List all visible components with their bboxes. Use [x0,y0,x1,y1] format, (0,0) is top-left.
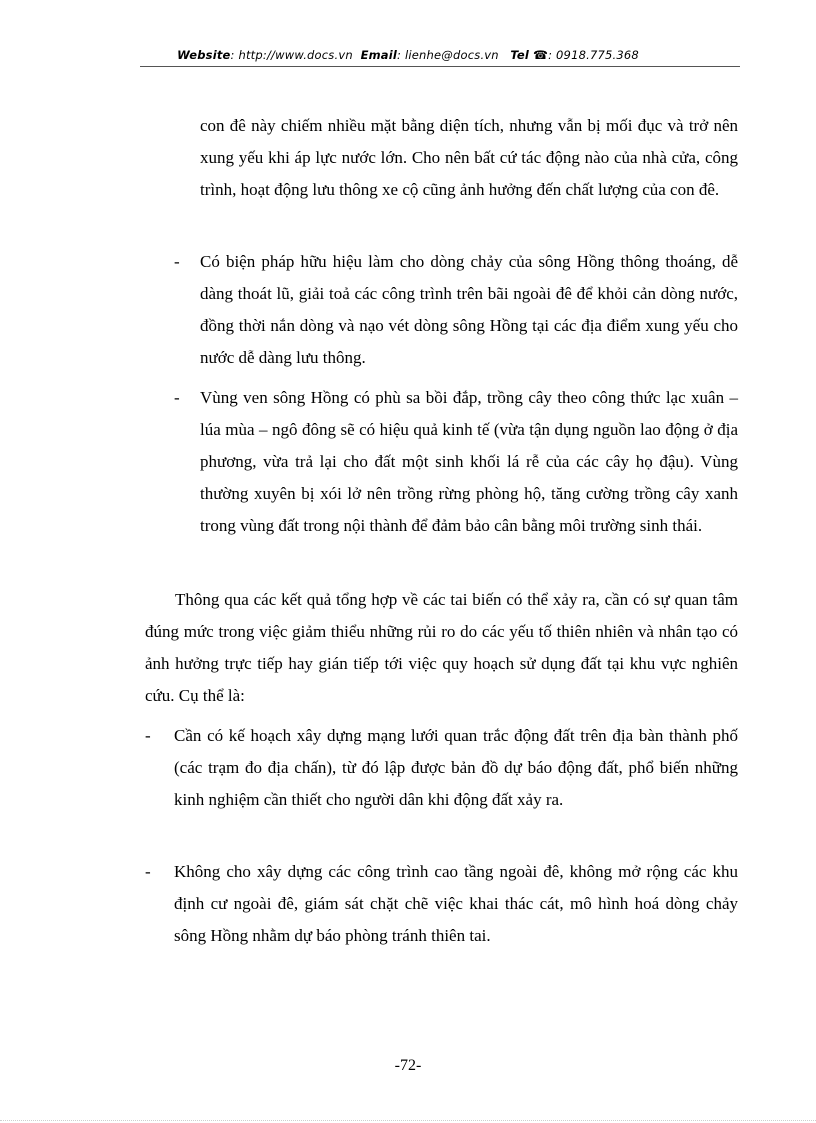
bullet-mark: - [174,252,180,271]
website-label: Website [177,48,231,62]
header-rule [140,66,740,67]
bullet-item: Có biện pháp hữu hiệu làm cho dòng chảy của sông Hồng thông thoáng, dễ dàng thoát lũ, giải toả các công trình trên bãi ngoài đê để khỏi cản dòng nước, đồng thời nắn dòng và nạo vét dòng sông Hồng tại các địa điểm xung yếu cho nước dễ dàng lưu thông. [200,252,738,367]
page-bottom-border [0,1120,816,1121]
email-label: Email [360,48,398,62]
page-header [0,48,816,62]
page-number: -72- [394,1057,422,1074]
paragraph-continued: con đê này chiếm nhiều mặt bằng diện tích, nhưng vẫn bị mối đục và trở nên xung yếu khi áp lực nước lớn. Cho nên bất cứ tác động nào của nhà cửa, công trình, hoạt động lưu thông xe cộ cũng ảnh hưởng đến chất lượng của con đê. [200,116,738,199]
bullet-mark: - [174,388,180,407]
bullet-item: Không cho xây dựng các công trình cao tầng ngoài đê, không mở rộng các khu định cư ngoài đê, giám sát chặt chẽ việc khai thác cát, mô hình hoá dòng chảy sông Hồng nhằm dự báo phòng tránh thiên tai. [174,862,738,945]
bullet-item: Cần có kế hoạch xây dựng mạng lưới quan trắc động đất trên địa bàn thành phố (các trạm đo địa chấn), từ đó lập được bản đồ dự báo động đất, phổ biến những kinh nghiệm cần thiết cho người dân khi động đất xảy ra. [174,726,738,809]
paragraph: Thông qua các kết quả tổng hợp về các tai biến có thể xảy ra, cần có sự quan tâm đúng mức trong việc giảm thiểu những rủi ro do các yếu tố thiên nhiên và nhân tạo có ảnh hưởng trực tiếp hay gián tiếp tới việc quy hoạch sử dụng đất tại khu vực nghiên cứu. Cụ thể là: [145,590,738,705]
bullet-item: Vùng ven sông Hồng có phù sa bồi đắp, trồng cây theo công thức lạc xuân – lúa mùa – ngô đông sẽ có hiệu quả kinh tế (vừa tận dụng nguồn lao động ở địa phương, vừa trả lại cho đất một sinh khối lá rễ của các cây họ đậu). Vùng thường xuyên bị xói lở nên trồng rừng phòng hộ, tăng cường trồng cây xanh trong vùng đất trong nội thành để đảm bảo cân bằng môi trường sinh thái. [200,388,738,535]
website-value: : http://www.docs.vn [230,48,353,62]
phone-icon: ☎ [532,48,549,62]
bullet-mark: - [145,862,151,881]
tel-value: : 0918.775.368 [548,48,639,62]
email-value: : lienhe@docs.vn [397,48,499,62]
bullet-mark: - [145,726,151,745]
tel-label: Tel [510,48,530,62]
